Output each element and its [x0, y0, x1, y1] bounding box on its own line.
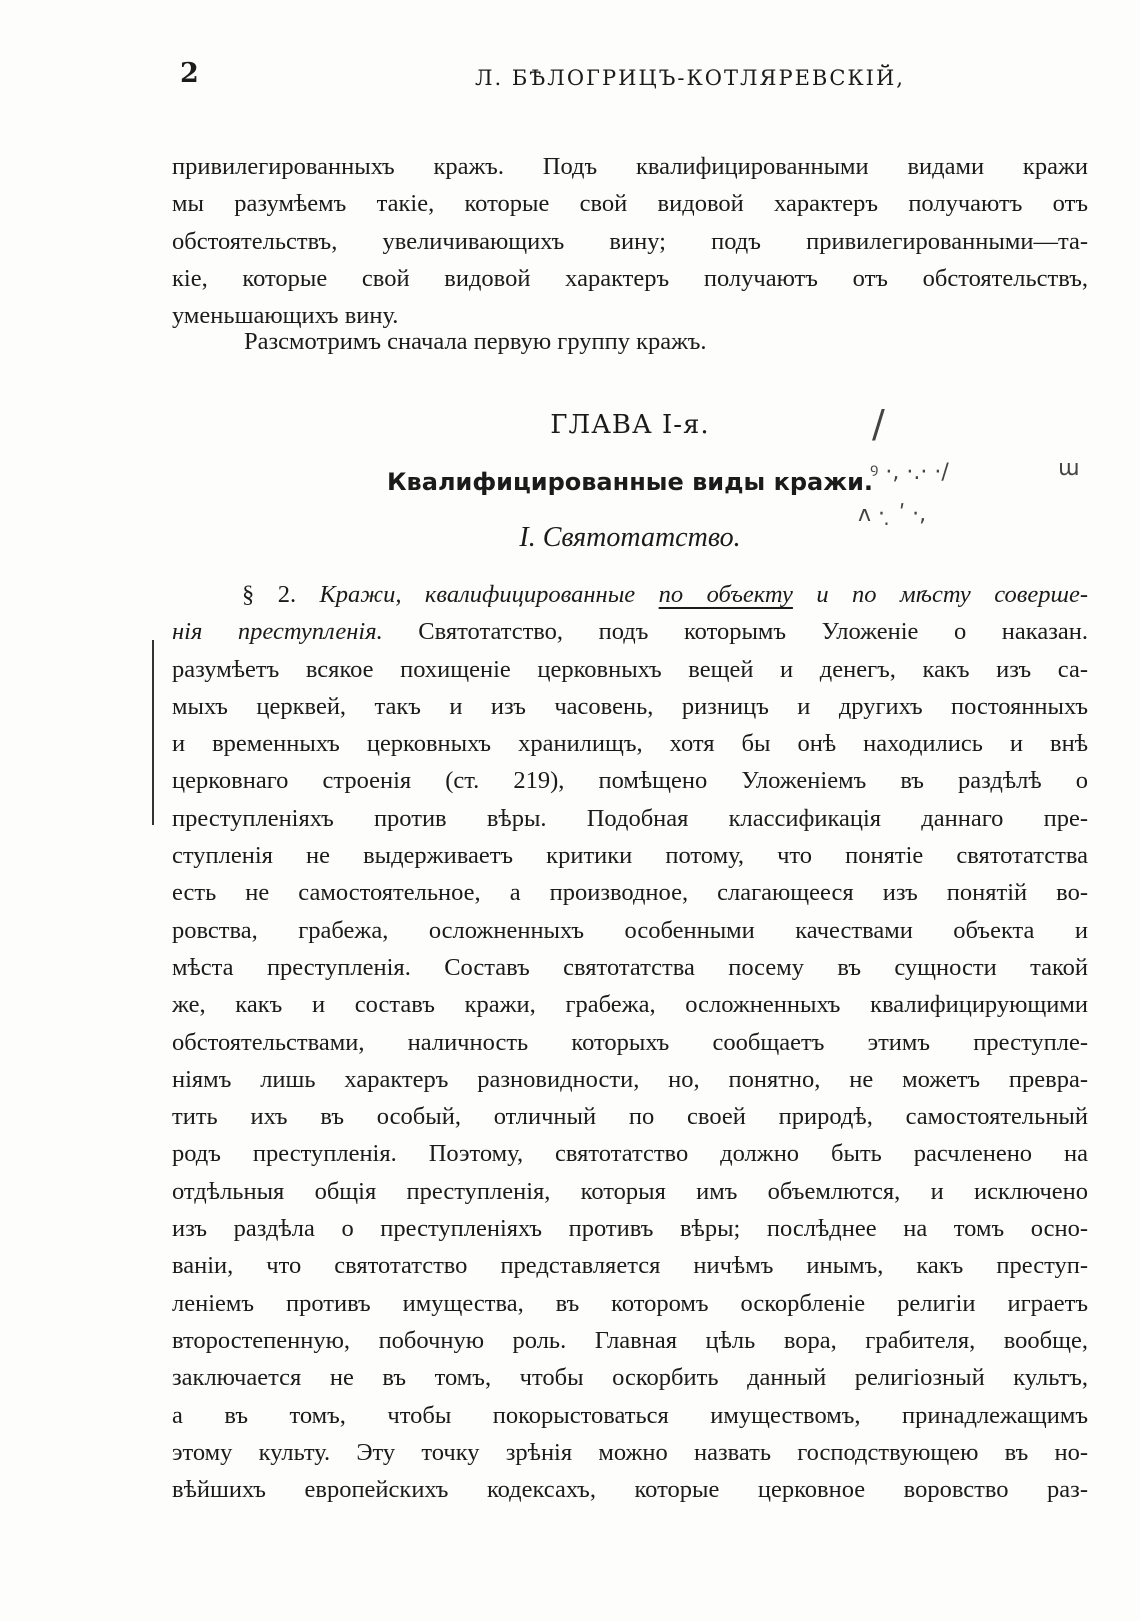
chapter-subtitle: Квалифицированные виды кражи. — [386, 468, 874, 496]
intro-line: мы разумѣемъ такіе, которые свой видовой характеръ получаютъ отъ — [172, 190, 1088, 218]
paragraph-line: ровства, грабежа, осложненныхъ особенными качествами объекта и — [172, 916, 1088, 944]
paragraph-first-line — [172, 576, 1088, 613]
paragraph-line — [172, 613, 1088, 650]
pencil-scribble: ꝰ ·, ·.· ·/ — [870, 460, 949, 485]
italic-heading: Кражи, квалифицированные — [319, 581, 636, 608]
italic-heading: и по мѣсту соверше- — [816, 581, 1088, 608]
italic-heading-underlined: по объекту — [658, 581, 793, 608]
chapter-title: ГЛАВА I-я. — [550, 410, 710, 440]
paragraph-line: и временныхъ церковныхъ хранилищъ, хотя бы онѣ находились и внѣ — [172, 730, 1088, 758]
paragraph-line: преступленіяхъ против вѣры. Подобная классификація даннаго пре- — [172, 804, 1088, 832]
paragraph-line: разумѣетъ всякое похищеніе церковныхъ вещей и денегъ, какъ изъ са- — [172, 655, 1088, 683]
paragraph-line: вѣйшихъ европейскихъ кодексахъ, которые церковное воровство раз- — [172, 1476, 1088, 1504]
transition-sentence: Разсмотримъ сначала первую группу кражъ. — [244, 328, 707, 355]
paragraph-line: заключается не въ томъ, чтобы оскорбить данный религіозный культъ, — [172, 1364, 1088, 1392]
paragraph-text: Святотатство, подъ которымъ Уложеніе о наказан. — [418, 618, 1088, 646]
paragraph-line: есть не самостоятельное, а производное, слагающееся изъ понятій во- — [172, 879, 1088, 907]
intro-line: кіе, которые свой видовой характеръ получаютъ отъ обстоятельствъ, — [172, 264, 1088, 292]
pencil-scribble: ɯ — [1058, 456, 1080, 481]
intro-line: обстоятельствъ, увеличивающихъ вину; подъ привилегированными—та- — [172, 227, 1088, 255]
paragraph-line: же, какъ и составъ кражи, грабежа, осложненныхъ квалифицирующими — [172, 991, 1088, 1019]
intro-paragraph — [172, 148, 1088, 334]
paragraph-line: второстепенную, побочную роль. Главная цѣль вора, грабителя, вообще, — [172, 1326, 1088, 1354]
intro-line: уменьшающихъ вину. — [172, 302, 399, 330]
page-number: 2 — [180, 58, 199, 89]
paragraph-line: изъ раздѣла о преступленіяхъ противъ вѣры; послѣднее на томъ осно- — [172, 1215, 1088, 1243]
paragraph-mark: § 2. — [242, 581, 297, 608]
paragraph-line: обстоятельствами, наличность которыхъ сообщаетъ этимъ преступле- — [172, 1028, 1088, 1056]
paragraph-line: мыхъ церквей, такъ и изъ часовень, ризницъ и другихъ постоянныхъ — [172, 692, 1088, 720]
paragraph-line: этому культу. Эту точку зрѣнія можно назвать господствующею въ но- — [172, 1438, 1088, 1466]
pencil-scribble: ʌ · ̣ ʹ ·, — [858, 502, 927, 527]
paragraph-line: ніямъ лишь характеръ разновидности, но, понятно, не можетъ превра- — [172, 1065, 1088, 1093]
section-title: I. Святотатство. — [519, 522, 741, 553]
paragraph-line: церковнаго строенія (ст. 219), помѣщено Уложеніемъ въ раздѣлѣ о — [172, 767, 1088, 795]
paragraph-line: отдѣльныя общія преступленія, которыя имъ объемлются, и исключено — [172, 1177, 1088, 1205]
paragraph-line: леніемъ противъ имущества, въ которомъ оскорбленіе религіи играетъ — [172, 1289, 1088, 1317]
paragraph-line: мѣста преступленія. Составъ святотатства посему въ сущности такой — [172, 953, 1088, 981]
paragraph-line: ступленія не выдерживаетъ критики потому, что понятіе святотатства — [172, 842, 1088, 870]
pencil-mark: / — [872, 402, 885, 446]
main-paragraph — [172, 576, 1088, 1508]
paragraph-line: тить ихъ въ особый, отличный по своей природѣ, самостоятельный — [172, 1103, 1088, 1131]
italic-heading: нія преступленія. — [172, 618, 383, 646]
intro-line: привилегированныхъ кражъ. Подъ квалифицированными видами кражи — [172, 153, 1088, 180]
paragraph-line: родъ преступленія. Поэтому, святотатство должно быть расчленено на — [172, 1140, 1088, 1168]
running-head: Л. БѢЛОГРИЦЪ-КОТЛЯРЕВСКІЙ, — [475, 66, 905, 90]
paragraph-line: ваніи, что святотатство представляется ничѣмъ инымъ, какъ преступ- — [172, 1252, 1088, 1280]
paragraph-line: а въ томъ, чтобы покорыстоваться имуществомъ, принадлежащимъ — [172, 1401, 1088, 1429]
margin-line — [152, 640, 154, 825]
